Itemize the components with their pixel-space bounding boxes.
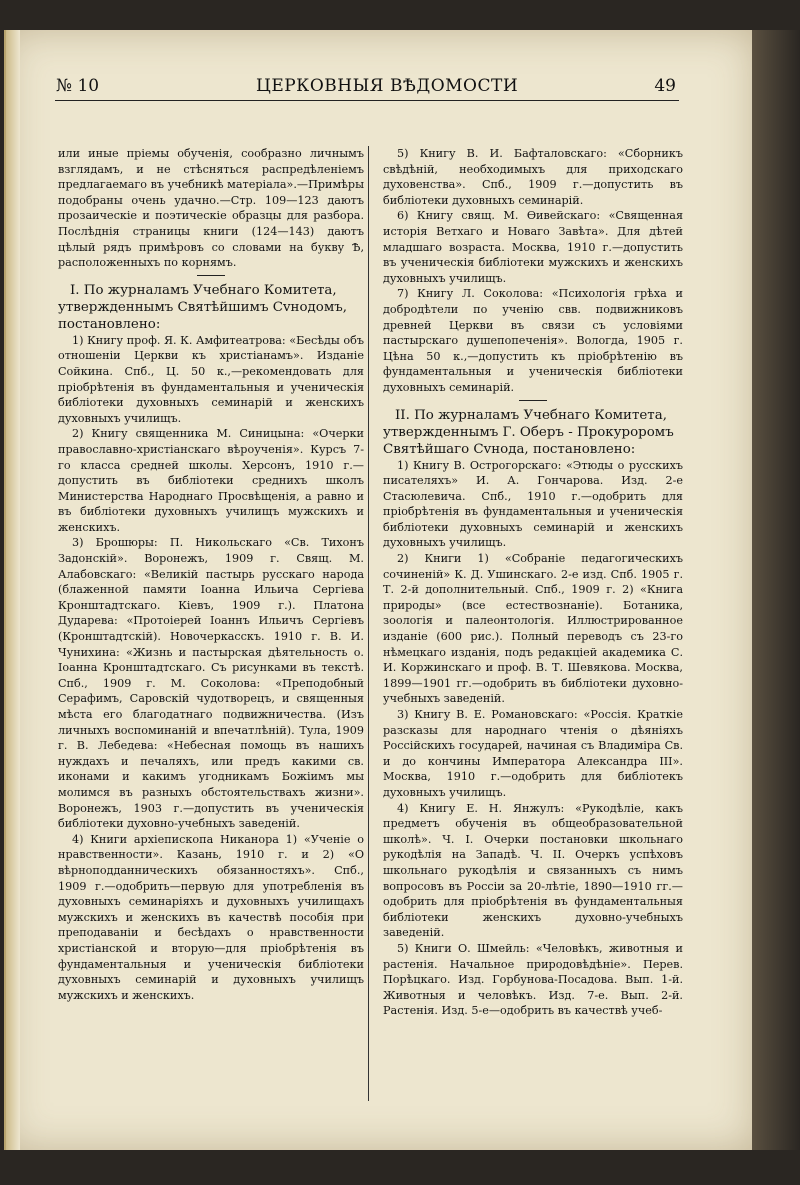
journal-title: ЦЕРКОВНЫЯ ВѢДОМОСТИ: [256, 76, 519, 96]
right-column: [383, 146, 683, 1019]
left-column: [58, 146, 364, 1003]
issue-number: № 10: [56, 76, 100, 96]
list-item: 5) Книги О. Шмейль: «Человѣкъ, животныя и растенія. Начальное природовѣдѣніе». Перев. Порѣцкаго. Изд. Горбунова-Посадова. Вып. 1-й. Животныя и человѣкъ. Изд. 7-е. Вып. 2-й. Растенія. Изд. 5-е—одобрить въ качествѣ учеб-: [383, 941, 683, 1018]
list-item: 1) Книгу В. Острогорскаго: «Этюды о русскихъ писателяхъ» И. А. Гончарова. Изд. 2-е Стасюлевича. Спб., 1910 г.—одобрить для пріобрѣтенія въ фундаментальныя и ученическія библіотеки духовныхъ семинарій и женскихъ духовныхъ училищъ.: [383, 458, 683, 550]
book-edge: [752, 30, 800, 1150]
list-item: 6) Книгу свящ. М. Ѳивейскаго: «Священная исторія Ветхаго и Новаго Завѣта». Для дѣтей младшаго возраста. Москва, 1910 г.—допустить въ ученическія библіотеки мужскихъ и женскихъ духовныхъ училищъ.: [383, 209, 683, 285]
section-heading-1: I. По журналамъ Учебнаго Комитета, утвержденнымъ Святѣйшимъ Сvнодомъ, постановлено:: [58, 282, 348, 332]
list-item: 5) Книгу В. И. Бафталовскаго: «Сборникъ свѣдѣній, необходимыхъ для приходскаго духовенства». Спб., 1909 г.—допустить въ библіотеки духовныхъ семинарій.: [383, 147, 683, 207]
list-item: 3) Книгу В. Е. Романовскаго: «Россія. Краткіе разсказы для народнаго чтенія о дѣяніяхъ Россійскихъ государей, начиная съ Владиміра Св. и до кончины Императора Александра III». Москва, 1910 г.—одобрить для библіотекъ духовныхъ училищъ.: [383, 708, 683, 799]
page-number: 49: [654, 76, 676, 96]
list-item: 7) Книгу Л. Соколова: «Психологія грѣха и добродѣтели по ученію свв. подвижниковъ древней Церкви въ связи съ условіями пастырскаго душепопеченія». Вологда, 1905 г. Цѣна 50 к.,—допустить къ пріобрѣтенію въ фундаментальныя и ученическія библіотеки духовныхъ семинарій.: [383, 287, 683, 394]
list-item: 4) Книги архіепископа Никанора 1) «Ученіе о нравственности». Казань, 1910 г. и 2) «О вѣрноподданническихъ обязанностяхъ». Спб., 1909 г.—одобрить—первую для употребленія въ духовныхъ семинаріяхъ и духовныхъ училищахъ мужскихъ и женскихъ въ качествѣ пособія при преподаваніи и бесѣдахъ о нравственности христіанской и вторую—для пріобрѣтенія въ фундаментальныя и ученическія библіотеки духовныхъ семинарій и духовныхъ училищъ мужскихъ и женскихъ.: [58, 832, 364, 1002]
column-divider: [368, 146, 369, 1101]
section-separator: [519, 400, 547, 401]
section-separator: [197, 275, 225, 276]
header-rule: [55, 100, 679, 101]
list-item: 4) Книгу Е. Н. Янжулъ: «Рукодѣліе, какъ предметъ обученія въ общеобразовательной школѣ». Ч. I. Очерки постановки школьнаго рукодѣлія на Западѣ. Ч. II. Очеркъ успѣховъ школьнаго рукодѣлія и связанныхъ съ нимъ вопросовъ въ Россіи за 20-лѣтіе, 1890—1910 гг.—одобрить для пріобрѣтенія въ фундаментальныя библіотеки женскихъ духовно-учебныхъ заведеній.: [383, 801, 683, 940]
list-item: 1) Книгу проф. Я. К. Амфитеатрова: «Бесѣды объ отношеніи Церкви къ христіанамъ». Изданіе Сойкина. Спб., Ц. 50 к.,—рекомендовать для пріобрѣтенія въ фундаментальныя и ученическія библіотеки духовныхъ семинарій и женскихъ духовныхъ училищъ.: [58, 333, 364, 425]
list-item: 3) Брошюры: П. Никольскаго «Св. Тихонъ Задонскій». Воронежъ, 1909 г. Свящ. М. Алабовскаго: «Великій пастырь русскаго народа (блаженной памяти Іоанна Ильича Сергіева Кронштадтскаго. Кіевъ, 1909 г.). Платона Дударева: «Протоіерей Іоаннъ Ильичъ Сергіевъ (Кронштадтскій). Новочеркасскъ. 1910 г. В. И. Чунихина: «Жизнь и пастырская дѣятельность о. Іоанна Кронштадтскаго. Съ рисунками въ текстѣ. Спб., 1909 г. М. Соколова: «Преподобный Серафимъ, Саровскій чудотворецъ, и священныя мѣста его благодатнаго подвижничества. (Изъ личныхъ воспоминаній и впечатлѣній). Тула, 1909 г. В. Лебедева: «Небесная помощь въ нашихъ нуждахъ и печаляхъ, или предъ какими св. иконами и какимъ угодникамъ Божіимъ мы молимся въ разныхъ обстоятельствахъ жизни». Воронежъ, 1903 г.—допустить въ ученическія библіотеки духовно-учебныхъ заведеній.: [58, 536, 364, 831]
list-item: 2) Книги 1) «Собраніе педагогическихъ сочиненій» К. Д. Ушинскаго. 2-е изд. Спб. 1905 г. Т. 2-й дополнительный. Спб., 1909 г. 2) «Книга природы» (все естествознаніе). Ботаника, зоологія и палеонтологія. Иллюстрированное изданіе (600 рис.). Полный переводъ съ 23-го нѣмецкаго изданія, подъ редакціей академика С. И. Коржинскаго и проф. В. Т. Шевякова. Москва, 1899—1901 гг.—одобрить въ библіотеки духовно-учебныхъ заведеній.: [383, 552, 683, 706]
page-fold-shadow: [6, 30, 20, 1150]
list-item: 2) Книгу священника М. Синицына: «Очерки православно-христіанскаго вѣроученія». Курсъ 7-го класса средней школы. Херсонъ, 1910 г.—допустить въ библіотеки среднихъ школъ Министерства Народнаго Просвѣщенія, а равно и въ библіотеки духовныхъ училищъ мужскихъ и женскихъ.: [58, 427, 364, 534]
section-heading-2: II. По журналамъ Учебнаго Комитета, утвержденнымъ Г. Оберъ - Прокуроромъ Святѣйшаго Сvнода, постановлено:: [383, 407, 674, 457]
intro-paragraph: или иные пріемы обученія, сообразно личнымъ взглядамъ, и не стѣсняться распредѣленіемъ предлагаемаго въ учебникѣ матеріала».—Примѣры подобраны очень удачно.—Стр. 109—123 даютъ прозаическіе и поэтическіе образцы для разбора. Послѣднія страницы книги (124—143) даютъ цѣлый рядъ примѣровъ со словами на букву Ѣ, расположенныхъ по корнямъ.: [58, 147, 364, 270]
running-header: [56, 76, 676, 98]
